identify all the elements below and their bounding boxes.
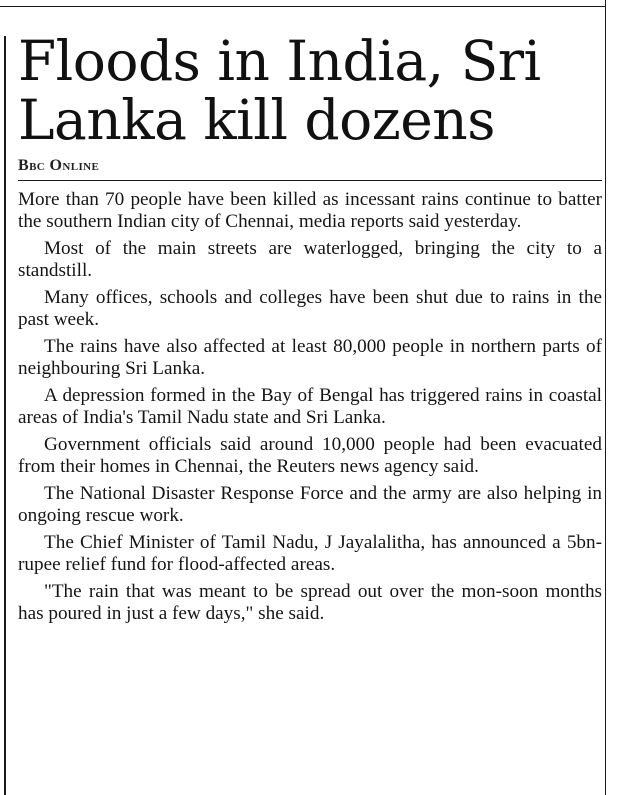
paragraph-sri-lanka: The rains have also affected at least 80,000 people in northern parts of neighbouring Sri Lanka. xyxy=(18,336,602,379)
top-column-rule xyxy=(0,6,606,7)
left-column-rule xyxy=(4,36,6,795)
paragraph-evacuation: Government officials said around 10,000 people had been evacuated from their homes in Chennai, the Reuters news agency said. xyxy=(18,434,602,477)
paragraph-lead: More than 70 people have been killed as incessant rains continue to batter the southern Indian city of Chennai, media reports said yesterday. xyxy=(18,189,602,232)
byline-divider xyxy=(18,180,602,181)
article-byline: Bbc Online xyxy=(18,157,100,174)
paragraph-quote: "The rain that was meant to be spread out over the mon-soon months has poured in just a few days," she said. xyxy=(18,581,602,624)
paragraph-closures: Many offices, schools and colleges have been shut due to rains in the past week. xyxy=(18,287,602,330)
article-headline: Floods in India, Sri Lanka kill dozens xyxy=(18,29,541,152)
news-article xyxy=(18,29,602,630)
paragraph-rescue: The National Disaster Response Force and the army are also helping in ongoing rescue work. xyxy=(18,483,602,526)
paragraph-relief-fund: The Chief Minister of Tamil Nadu, J Jayalalitha, has announced a 5bn-rupee relief fund for flood-affected areas. xyxy=(18,532,602,575)
article-body xyxy=(18,189,602,625)
paragraph-streets: Most of the main streets are waterlogged, bringing the city to a standstill. xyxy=(18,238,602,281)
paragraph-depression: A depression formed in the Bay of Bengal has triggered rains in coastal areas of India's Tamil Nadu state and Sri Lanka. xyxy=(18,385,602,428)
right-column-rule xyxy=(605,0,606,795)
